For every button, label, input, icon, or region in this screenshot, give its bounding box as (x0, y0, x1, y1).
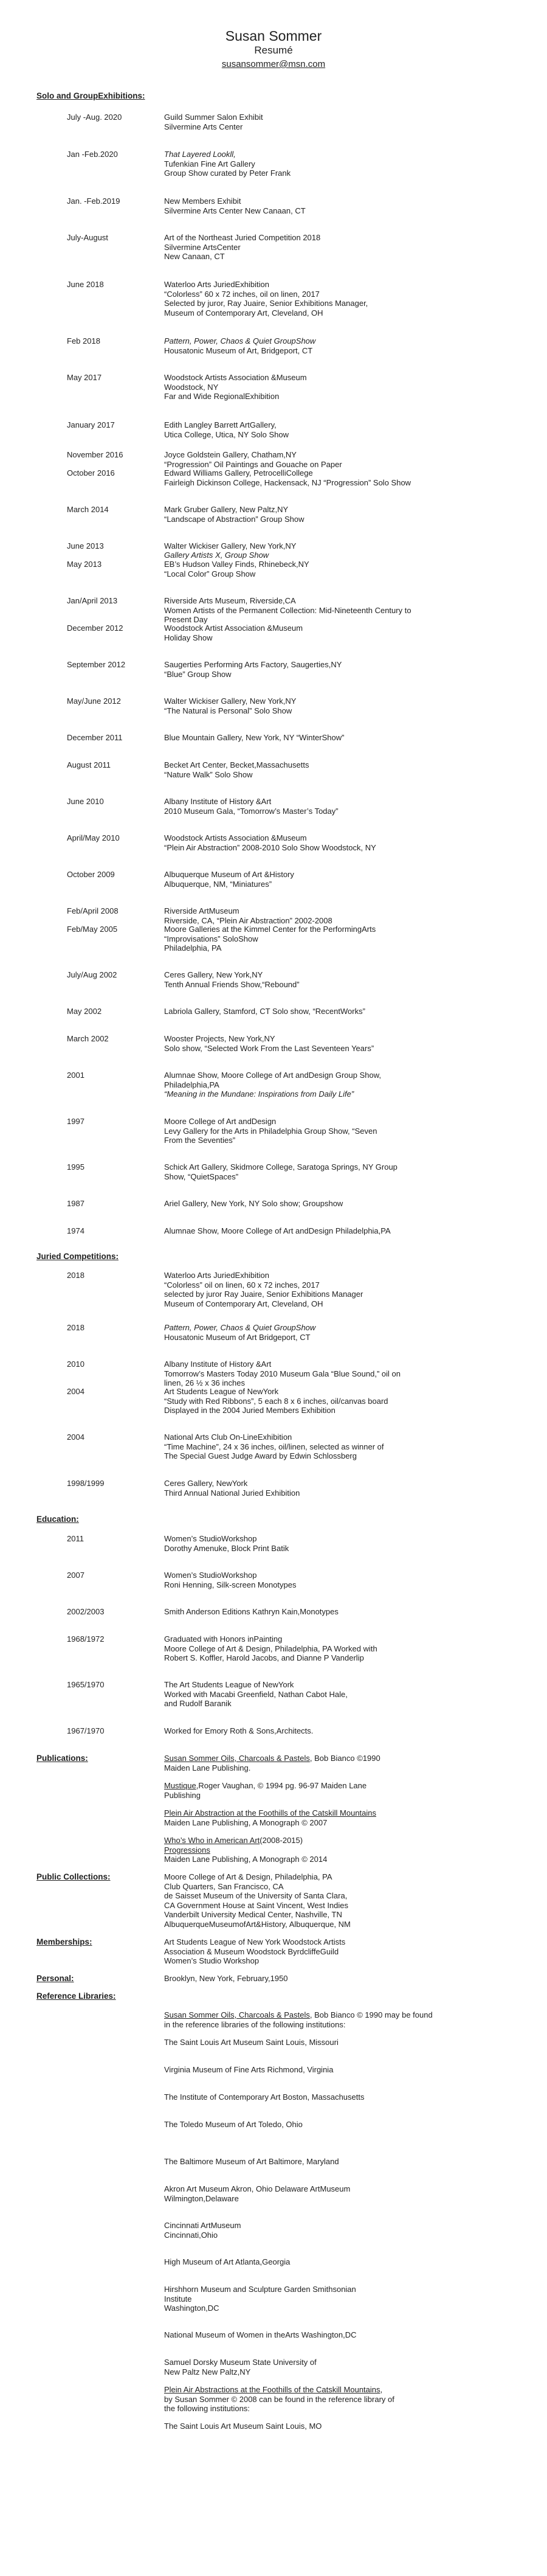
entry-line: The Art Students League of NewYork (164, 1680, 294, 1689)
entry-details (164, 2257, 517, 2267)
entry-line: Ceres Gallery, NewYork (164, 1479, 248, 1488)
entry-details (164, 2221, 517, 2240)
entry-line: Virginia Museum of Fine Arts Richmond, Virginia (164, 2065, 334, 2074)
entry-line: Women’s StudioWorkshop (164, 1534, 257, 1543)
entry-details (164, 2092, 517, 2102)
entry-line: Woodstock Artists Association &Museum (164, 833, 307, 842)
entry-line: Robert S. Koffler, Harold Jacobs, and Dianne P Vanderlip (164, 1653, 364, 1662)
entry-date: March 2014 (67, 505, 109, 514)
entry-date: October 2009 (67, 870, 115, 879)
entry-line: Pattern, Power, Chaos & Quiet GroupShow (164, 336, 316, 345)
entry-date: December 2011 (67, 733, 123, 742)
entry-line: Plein Air Abstractions at the Foothills of the Catskill Mountains, (164, 2385, 383, 2394)
entry-line: de Saisset Museum of the University of Santa Clara, (164, 1891, 348, 1900)
entry-details (164, 1937, 517, 1966)
entry-line: Holiday Show (164, 633, 213, 642)
entry-details (164, 1162, 517, 1181)
entry-line: Susan Sommer Oils, Charcoals & Pastels, Bob Bianco © 1990 may be found (164, 2010, 433, 2019)
section-heading: Juried Competitions: (36, 1252, 119, 1261)
entry-details (164, 733, 517, 743)
entry-line: Cincinnati ArtMuseum (164, 2221, 241, 2230)
entry-line: Art Students League of New York Woodstock Artists (164, 1937, 346, 1946)
entry-date: August 2011 (67, 760, 111, 769)
resume-name: Susan Sommer (225, 28, 322, 44)
entry-details (164, 2120, 517, 2130)
entry-details (164, 1359, 517, 1388)
entry-date: June 2013 (67, 541, 104, 550)
entry-line: Moore College of Art & Design, Philadelphia, PA (164, 1872, 332, 1881)
entry-line: Pattern, Power, Chaos & Quiet GroupShow (164, 1323, 316, 1332)
entry-line: The Special Guest Judge Award by Edwin Schlossberg (164, 1451, 357, 1460)
entry-line: Schick Art Gallery, Skidmore College, Saratoga Springs, NY Group (164, 1162, 397, 1172)
entry-details (164, 196, 517, 215)
entry-line: Maiden Lane Publishing, A Monograph © 2007 (164, 1817, 328, 1827)
entry-line: “The Natural is Personal” Solo Show (164, 706, 292, 715)
entry-date: 1968/1972 (67, 1634, 105, 1644)
entry-date: 1998/1999 (67, 1479, 105, 1488)
entry-line: Riverside, CA, “Plein Air Abstraction” 2002-2008 (164, 915, 332, 925)
entry-details (164, 906, 517, 925)
entry-line: Publishing (164, 1790, 201, 1800)
entry-line: Who’s Who in American Art(2008-2015) (164, 1836, 303, 1845)
entry-line: Women’s StudioWorkshop (164, 1571, 257, 1580)
entry-date: 2001 (67, 1071, 84, 1080)
entry-line: The Toledo Museum of Art Toledo, Ohio (164, 2120, 303, 2129)
entry-details (164, 1387, 517, 1415)
entry-line: Mustique,Roger Vaughan, © 1994 pg. 96-97 Maiden Lane (164, 1781, 367, 1790)
entry-line: Housatonic Museum of Art Bridgeport, CT (164, 1332, 311, 1342)
entry-line: The Saint Louis Art Museum Saint Louis, MO (164, 2422, 322, 2431)
entry-line: The Institute of Contemporary Art Boston, Massachusetts (164, 2092, 365, 2102)
entry-date: May 2002 (67, 1007, 102, 1016)
entry-line: “Time Machine”, 24 x 36 inches, oil/linen, selected as winner of (164, 1442, 384, 1451)
entry-date: May/June 2012 (67, 696, 121, 706)
entry-details (164, 2330, 517, 2340)
entry-line: High Museum of Art Atlanta,Georgia (164, 2257, 291, 2266)
entry-line: Present Day (164, 615, 208, 624)
entry-details (164, 1432, 517, 1461)
entry-line: Philadelphia, PA (164, 943, 222, 953)
section-heading: Solo and GroupExhibitions: (36, 91, 145, 100)
entry-line: Worked for Emory Roth & Sons,Architects. (164, 1726, 314, 1735)
entry-line: linen, 26 ½ x 36 inches (164, 1378, 245, 1387)
entry-line: Solo show, “Selected Work From the Last Seventeen Years” (164, 1043, 374, 1053)
entry-details (164, 696, 517, 715)
entry-line: Silvermine Arts Center New Canaan, CT (164, 206, 306, 215)
entry-details (164, 1323, 517, 1342)
entry-line: Walter Wickiser Gallery, New York,NY (164, 541, 297, 550)
entry-line: AlbuquerqueMuseumofArt&History, Albuquerque, NM (164, 1919, 351, 1929)
entry-date: March 2002 (67, 1034, 109, 1043)
entry-details (164, 1226, 517, 1236)
entry-details (164, 560, 517, 578)
entry-line: Saugerties Performing Arts Factory, Saugerties,NY (164, 660, 342, 669)
entry-line: National Arts Club On-LineExhibition (164, 1432, 292, 1442)
entry-line: Woodstock, NY (164, 382, 219, 392)
entry-line: Far and Wide RegionalExhibition (164, 392, 280, 401)
entry-details (164, 1781, 517, 1800)
entry-line: Museum of Contemporary Art, Cleveland, OH (164, 1299, 323, 1308)
entry-details (164, 1479, 517, 1498)
entry-date: 1967/1970 (67, 1726, 105, 1735)
entry-line: Dorothy Amenuke, Block Print Batik (164, 1543, 289, 1553)
entry-date: 2010 (67, 1359, 84, 1369)
section-heading: Memberships: (36, 1937, 92, 1946)
entry-line: The Baltimore Museum of Art Baltimore, Maryland (164, 2157, 339, 2166)
entry-line: Becket Art Center, Becket,Massachusetts (164, 760, 309, 769)
entry-line: Displayed in the 2004 Juried Members Exhibition (164, 1406, 335, 1415)
entry-details (164, 1634, 517, 1663)
entry-line: and Rudolf Baranik (164, 1699, 232, 1708)
section-heading: Personal: (36, 1974, 74, 1983)
entry-details (164, 1071, 517, 1099)
entry-line: “Colorless” 60 x 72 inches, oil on linen, 2017 (164, 289, 320, 299)
entry-line: Waterloo Arts JuriedExhibition (164, 1271, 269, 1280)
entry-details (164, 833, 517, 852)
section-heading: Public Collections: (36, 1872, 111, 1881)
entry-date: May 2013 (67, 560, 102, 569)
entry-date: Jan. -Feb.2019 (67, 196, 120, 206)
entry-details (164, 2285, 517, 2313)
entry-line: the following institutions: (164, 2404, 250, 2413)
entry-details (164, 596, 517, 625)
entry-date: July-August (67, 233, 108, 242)
entry-line: Walter Wickiser Gallery, New York,NY (164, 696, 297, 706)
entry-date: April/May 2010 (67, 833, 120, 842)
entry-line: Edward Williams Gallery, PetrocelliCollege (164, 468, 313, 477)
entry-line: Blue Mountain Gallery, New York, NY “WinterShow” (164, 733, 345, 742)
entry-details (164, 336, 517, 355)
entry-line: New Paltz New Paltz,NY (164, 2367, 251, 2376)
entry-line: “Colorless” oil on linen, 60 x 72 inches, 2017 (164, 1280, 320, 1290)
entry-line: Worked with Macabi Greenfield, Nathan Cabot Hale, (164, 1689, 348, 1699)
entry-line: Plein Air Abstraction at the Foothills of the Catskill Mountains (164, 1808, 377, 1817)
entry-line: “Local Color” Group Show (164, 569, 256, 578)
entry-details (164, 2422, 517, 2431)
entry-details (164, 505, 517, 524)
entry-line: “Improvisations” SoloShow (164, 934, 258, 943)
entry-details (164, 2184, 517, 2203)
entry-date: 2004 (67, 1387, 84, 1396)
entry-date: 1987 (67, 1199, 84, 1208)
entry-line: Cincinnati,Ohio (164, 2230, 218, 2240)
section-heading: Publications: (36, 1754, 88, 1763)
entry-date: May 2017 (67, 373, 102, 382)
entry-details (164, 623, 517, 642)
entry-date: December 2012 (67, 623, 123, 633)
entry-line: Third Annual National Juried Exhibition (164, 1488, 300, 1498)
entry-line: Progressions (164, 1845, 210, 1855)
entry-line: Art of the Northeast Juried Competition 2018 (164, 233, 321, 242)
entry-details (164, 660, 517, 679)
entry-line: Washington,DC (164, 2303, 219, 2313)
entry-details (164, 468, 517, 487)
entry-details (164, 2065, 517, 2075)
entry-date: 2004 (67, 1432, 84, 1442)
entry-line: Wilmington,Delaware (164, 2193, 239, 2203)
entry-line: Albuquerque, NM, “Miniatures” (164, 879, 272, 889)
entry-date: 1997 (67, 1117, 84, 1126)
entry-line: Art Students League of NewYork (164, 1387, 279, 1396)
entry-details (164, 1808, 517, 1827)
entry-line: Tomorrow’s Masters Today 2010 Museum Gala “Blue Sound,” oil on (164, 1369, 401, 1378)
entry-details (164, 1872, 517, 1929)
entry-line: Guild Summer Salon Exhibit (164, 113, 263, 122)
entry-line: Mark Gruber Gallery, New Paltz,NY (164, 505, 289, 514)
entry-line: Albany Institute of History &Art (164, 1359, 272, 1369)
entry-date: Feb 2018 (67, 336, 100, 345)
entry-details (164, 870, 517, 889)
entry-details (164, 1726, 517, 1736)
entry-line: Riverside ArtMuseum (164, 906, 239, 915)
entry-line: Association & Museum Woodstock ByrdcliffeGuild (164, 1946, 339, 1956)
entry-details (164, 1836, 517, 1864)
entry-details (164, 1607, 517, 1617)
entry-line: National Museum of Women in theArts Washington,DC (164, 2330, 357, 2339)
resume-subtitle: Resumé (254, 44, 293, 56)
entry-date: Feb/May 2005 (67, 925, 118, 934)
entry-line: by Susan Sommer © 2008 can be found in the reference library of (164, 2394, 394, 2404)
entry-line: Show, “QuietSpaces” (164, 1172, 239, 1181)
entry-line: Moore College of Art andDesign (164, 1117, 277, 1126)
entry-details (164, 2358, 517, 2376)
entry-details (164, 1271, 517, 1308)
entry-line: That Layered Lookll, (164, 150, 236, 159)
entry-date: Jan -Feb.2020 (67, 150, 118, 159)
entry-date: July -Aug. 2020 (67, 113, 122, 122)
entry-line: Roni Henning, Silk-screen Monotypes (164, 1580, 297, 1589)
section-heading: Education: (36, 1515, 79, 1524)
entry-date: January 2017 (67, 420, 115, 429)
entry-details (164, 450, 517, 469)
entry-line: Levy Gallery for the Arts in Philadelphia Group Show, “Seven (164, 1126, 377, 1136)
entry-date: 1995 (67, 1162, 84, 1172)
entry-line: Albuquerque Museum of Art &History (164, 870, 294, 879)
entry-line: “Meaning in the Mundane: Inspirations from Daily Life” (164, 1089, 354, 1099)
entry-details (164, 2038, 517, 2047)
entry-line: 2010 Museum Gala, “Tomorrow’s Master’s Today” (164, 806, 339, 816)
entry-line: Moore College of Art & Design, Philadelphia, PA Worked with (164, 1644, 377, 1653)
entry-details (164, 373, 517, 401)
entry-date: 2018 (67, 1323, 84, 1332)
entry-date: 1965/1970 (67, 1680, 105, 1689)
entry-line: From the Seventies” (164, 1136, 236, 1145)
entry-line: Riverside Arts Museum, Riverside,CA (164, 596, 296, 605)
entry-line: CA Government House at Saint Vincent, West Indies (164, 1900, 349, 1910)
entry-line: Group Show curated by Peter Frank (164, 168, 291, 178)
entry-date: 1974 (67, 1226, 84, 1235)
entry-details (164, 280, 517, 318)
entry-line: Maiden Lane Publishing, A Monograph © 2014 (164, 1855, 328, 1864)
entry-line: The Saint Louis Art Museum Saint Louis, Missouri (164, 2038, 339, 2047)
entry-line: Fairleigh Dickinson College, Hackensack, NJ “Progression” Solo Show (164, 477, 411, 487)
entry-details (164, 541, 517, 551)
entry-details (164, 1754, 517, 1772)
entry-line: Selected by juror, Ray Juaire, Senior Exhibitions Manager, (164, 299, 368, 308)
entry-details (164, 760, 517, 779)
section-heading: Reference Libraries: (36, 1991, 116, 2001)
entry-details (164, 2385, 517, 2414)
entry-details (164, 797, 517, 816)
entry-line: Samuel Dorsky Museum State University of (164, 2358, 317, 2367)
entry-line: Moore Galleries at the Kimmel Center for the PerformingArts (164, 925, 376, 934)
entry-line: New Members Exhibit (164, 196, 241, 206)
entry-line: Silvermine ArtsCenter (164, 242, 241, 252)
entry-line: Wooster Projects, New York,NY (164, 1034, 275, 1043)
entry-date: 2011 (67, 1534, 84, 1543)
entry-line: Tufenkian Fine Art Gallery (164, 159, 255, 168)
entry-details (164, 113, 517, 131)
entry-line: selected by juror Ray Juaire, Senior Exhibitions Manager (164, 1290, 363, 1299)
entry-line: Ariel Gallery, New York, NY Solo show; Groupshow (164, 1199, 343, 1208)
entry-date: November 2016 (67, 450, 123, 459)
entry-details (164, 2010, 517, 2029)
entry-details (164, 233, 517, 262)
entry-details (164, 1117, 517, 1145)
entry-line: Graduated with Honors inPainting (164, 1634, 283, 1644)
entry-line: Museum of Contemporary Art, Cleveland, OH (164, 308, 323, 318)
entry-line: Akron Art Museum Akron, Ohio Delaware ArtMuseum (164, 2184, 351, 2193)
entry-line: “Study with Red Ribbons”, 5 each 8 x 6 inches, oil/canvas board (164, 1396, 388, 1406)
entry-line: Waterloo Arts JuriedExhibition (164, 280, 269, 289)
entry-details (164, 970, 517, 989)
entry-line: Woodstock Artists Association &Museum (164, 373, 307, 382)
entry-line: “Progression” Oil Paintings and Gouache on Paper (164, 459, 342, 469)
entry-line: Ceres Gallery, New York,NY (164, 970, 263, 979)
entry-date: June 2018 (67, 280, 104, 289)
entry-line: New Canaan, CT (164, 252, 225, 261)
entry-date: Jan/April 2013 (67, 596, 118, 605)
entry-line: Albany Institute of History &Art (164, 797, 272, 806)
entry-line: Alumnae Show, Moore College of Art andDesign Philadelphia,PA (164, 1226, 391, 1235)
entry-details (164, 1034, 517, 1053)
entry-date: Feb/April 2008 (67, 906, 119, 915)
entry-date: 2002/2003 (67, 1607, 105, 1616)
entry-line: Edith Langley Barrett ArtGallery, (164, 420, 277, 429)
entry-line: Smith Anderson Editions Kathryn Kain,Monotypes (164, 1607, 339, 1616)
entry-details (164, 420, 517, 439)
entry-line: Women Artists of the Permanent Collection: Mid-Nineteenth Century to (164, 605, 411, 615)
entry-details (164, 1534, 517, 1553)
entry-details (164, 1974, 517, 1984)
entry-line: Alumnae Show, Moore College of Art andDesign Group Show, (164, 1071, 381, 1080)
entry-line: “Nature Walk” Solo Show (164, 769, 253, 779)
entry-line: Housatonic Museum of Art, Bridgeport, CT (164, 345, 313, 355)
entry-line: Labriola Gallery, Stamford, CT Solo show, “RecentWorks” (164, 1007, 365, 1016)
entry-line: Silvermine Arts Center (164, 122, 243, 131)
entry-details (164, 1199, 517, 1209)
entry-date: 2018 (67, 1271, 84, 1280)
email-link[interactable]: susansommer@msn.com (221, 59, 326, 69)
entry-line: Woodstock Artist Association &Museum (164, 623, 303, 633)
entry-date: September 2012 (67, 660, 126, 669)
entry-line: Institute (164, 2294, 192, 2303)
entry-line: Utica College, Utica, NY Solo Show (164, 429, 289, 439)
entry-line: “Blue” Group Show (164, 669, 232, 679)
entry-line: Tenth Annual Friends Show,“Rebound” (164, 979, 300, 989)
entry-line: Brooklyn, New York, February,1950 (164, 1974, 288, 1983)
entry-details (164, 150, 517, 178)
entry-line: in the reference libraries of the following institutions: (164, 2019, 346, 2029)
entry-line: Hirshhorn Museum and Sculpture Garden Smithsonian (164, 2285, 356, 2294)
entry-line: Susan Sommer Oils, Charcoals & Pastels, Bob Bianco ©1990 (164, 1754, 380, 1763)
entry-details (164, 1680, 517, 1709)
entry-date: 2007 (67, 1571, 84, 1580)
entry-line: Club Quarters, San Francisco, CA (164, 1881, 284, 1891)
entry-line: Vanderbilt University Medical Center, Nashville, TN (164, 1910, 342, 1919)
entry-details (164, 1571, 517, 1589)
entry-line: Joyce Goldstein Gallery, Chatham,NY (164, 450, 297, 459)
entry-line: Gallery Artists X, Group Show (164, 550, 269, 560)
entry-date: October 2016 (67, 468, 115, 477)
entry-details (164, 925, 517, 953)
entry-date: July/Aug 2002 (67, 970, 117, 979)
entry-date: June 2010 (67, 797, 104, 806)
entry-details (164, 550, 517, 560)
entry-line: Maiden Lane Publishing. (164, 1763, 251, 1772)
entry-details (164, 1007, 517, 1016)
entry-line: Philadelphia,PA (164, 1080, 219, 1089)
entry-details (164, 2157, 517, 2167)
entry-line: “Landscape of Abstraction” Group Show (164, 514, 304, 524)
entry-line: “Plein Air Abstraction” 2008-2010 Solo Show Woodstock, NY (164, 842, 376, 852)
entry-line: EB’s Hudson Valley Finds, Rhinebeck,NY (164, 560, 309, 569)
entry-line: Women’s Studio Workshop (164, 1956, 260, 1965)
